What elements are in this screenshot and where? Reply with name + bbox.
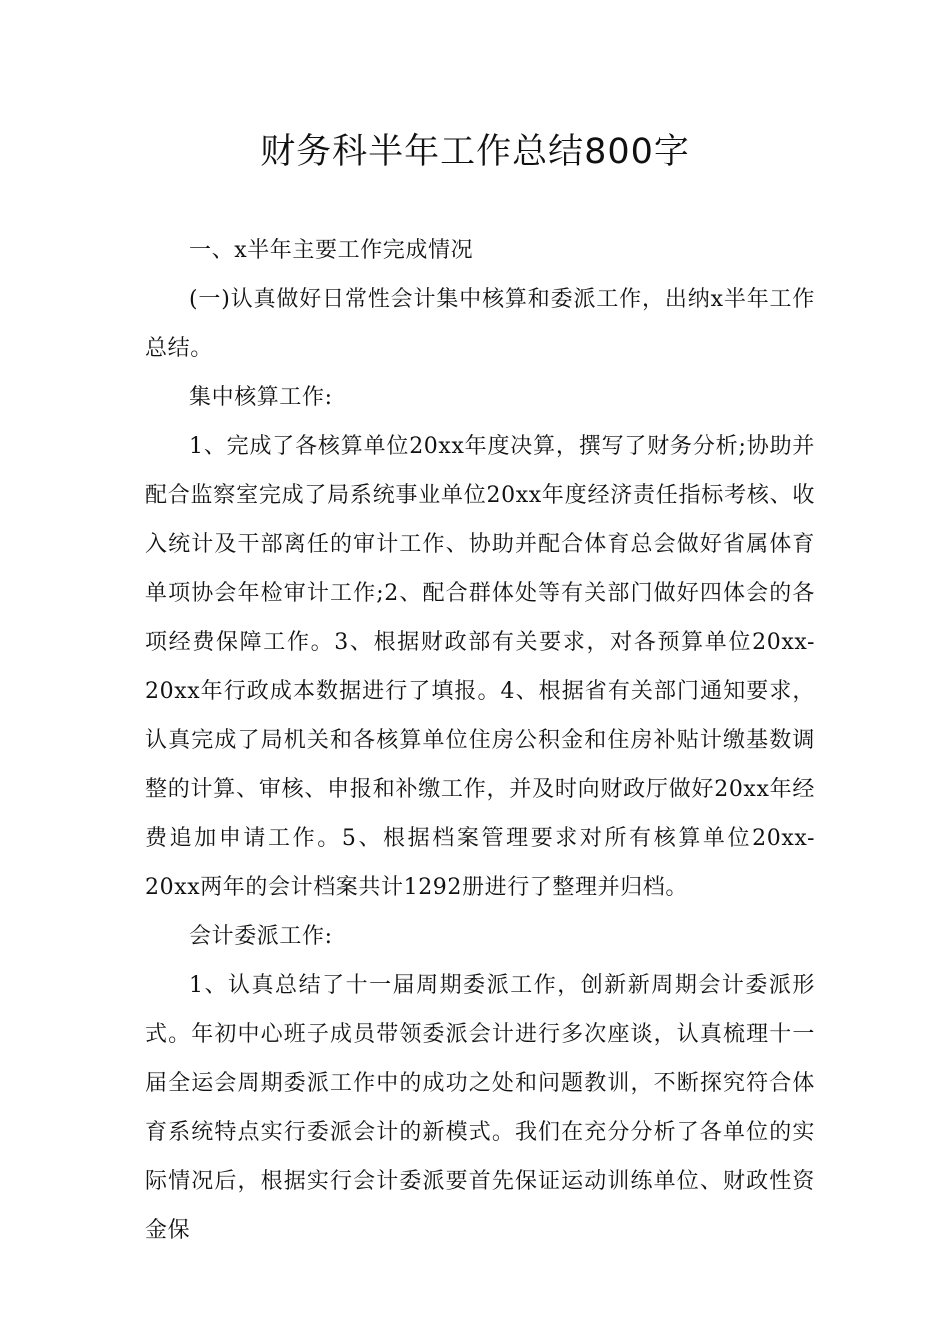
- section-heading: 一、x半年主要工作完成情况: [189, 238, 474, 263]
- paragraph: 1、认真总结了十一届周期委派工作，创新新周期会计委派形式。年初中心班子成员带领委派会计进行多次座谈，认真梳理十一届全运会周期委派工作中的成功之处和问题教训，不断探究符合体育系统特点实行委派会计的新模式。我们在充分分析了各单位的实际情况后，根据实行会计委派要首先保证运动训练单位、财政性资金保: [145, 973, 815, 1243]
- paragraph: 1、完成了各核算单位20xx年度决算，撰写了财务分析;协助并配合监察室完成了局系统事业单位20xx年度经济责任指标考核、收入统计及干部离任的审计工作、协助并配合体育总会做好省属体育单项协会年检审计工作;2、配合群体处等有关部门做好四体会的各项经费保障工作。3、根据财政部有关要求，对各预算单位20xx-20xx年行政成本数据进行了填报。4、根据省有关部门通知要求，认真完成了局机关和各核算单位住房公积金和住房补贴计缴基数调整的计算、审核、申报和补缴工作，并及时向财政厅做好20xx年经费追加申请工作。5、根据档案管理要求对所有核算单位20xx-20xx两年的会计档案共计1292册进行了整理并归档。: [145, 434, 815, 900]
- document-body: [145, 226, 815, 1255]
- subsection-heading: 集中核算工作:: [189, 385, 333, 410]
- subsection-heading: 会计委派工作:: [189, 924, 333, 949]
- paragraph: (一)认真做好日常性会计集中核算和委派工作，出纳x半年工作总结。: [145, 287, 815, 361]
- document-title: 财务科半年工作总结800字: [260, 132, 690, 172]
